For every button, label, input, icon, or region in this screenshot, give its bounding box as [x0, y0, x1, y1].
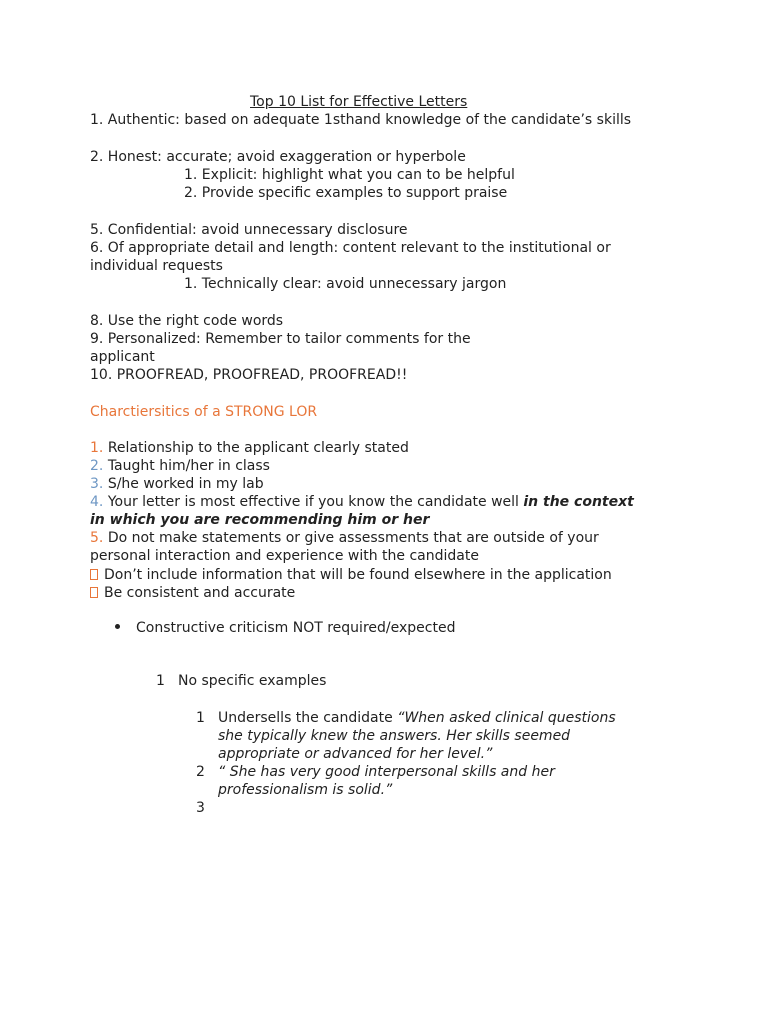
list-item-6-sub-1: 1. Technically clear: avoid unnecessary jargon [184, 276, 507, 292]
strong-item-4-text: Your letter is most effective if you know the candidate well [107, 494, 519, 510]
list-item-1: 1. Authentic: based on adequate 1sthand knowledge of the candidate’s skills [90, 112, 632, 128]
strong-item-4-line-1 [90, 493, 634, 511]
list-item-6-line-2: individual requests [90, 258, 223, 274]
strong-item-5-line-1 [90, 529, 599, 547]
strong-item-5-line-2: personal interaction and experience with the candidate [90, 548, 479, 564]
list-item-9-line-1: 9. Personalized: Remember to tailor comments for the [90, 331, 471, 347]
list-item-2: 2. Honest: accurate; avoid exaggeration or hyperbole [90, 149, 466, 165]
weak-sub-item-3-number: 3 [196, 800, 205, 816]
weak-sub-item-1-number: 1 [196, 710, 205, 726]
strong-item-5-text: Do not make statements or give assessments that are outside of your [107, 530, 599, 546]
strong-lor-heading: Charctiersitics of a STRONG LOR [90, 404, 318, 420]
strong-item-2-text: Taught him/her in class [107, 458, 270, 474]
strong-item-3-text: S/he worked in my lab [107, 476, 264, 492]
weak-item-1 [156, 672, 326, 690]
weak-sub-item-1-quote-2: she typically knew the answers. Her skills seemed [218, 728, 571, 744]
page-title: Top 10 List for Effective Letters [250, 94, 468, 110]
weak-sub-item-1-line-1 [196, 709, 616, 727]
check-item-2-text: Be consistent and accurate [104, 585, 296, 601]
bullet-item-text: Constructive criticism NOT required/expected [136, 620, 456, 636]
checkbox-icon [90, 569, 98, 580]
weak-sub-item-1-quote-3: appropriate or advanced for her level.” [218, 746, 493, 762]
strong-item-1-text: Relationship to the applicant clearly stated [107, 440, 409, 456]
list-item-2-sub-1: 1. Explicit: highlight what you can to be helpful [184, 167, 515, 183]
strong-item-5-number: 5. [90, 530, 104, 546]
weak-sub-item-2-quote-2: professionalism is solid.” [218, 782, 393, 798]
list-item-10: 10. PROOFREAD, PROOFREAD, PROOFREAD!! [90, 367, 408, 383]
check-item-1 [90, 566, 612, 584]
strong-item-4-emphasis-2: in which you are recommending him or her [90, 512, 430, 528]
bullet-item [115, 619, 455, 637]
weak-sub-item-1-quote-1: “When asked clinical questions [397, 710, 616, 726]
strong-item-2 [90, 457, 270, 475]
weak-sub-item-2-number: 2 [196, 764, 205, 780]
strong-item-1-number: 1. [90, 440, 104, 456]
list-item-8: 8. Use the right code words [90, 313, 284, 329]
strong-item-3 [90, 475, 264, 493]
list-item-2-sub-2: 2. Provide specific examples to support praise [184, 185, 508, 201]
weak-sub-item-3 [196, 799, 218, 817]
strong-item-1 [90, 439, 409, 457]
list-item-9-line-2: applicant [90, 349, 155, 365]
list-item-6-line-1: 6. Of appropriate detail and length: content relevant to the institutional or [90, 240, 611, 256]
weak-sub-item-1-text: Undersells the candidate [218, 710, 393, 726]
strong-item-2-number: 2. [90, 458, 104, 474]
strong-item-3-number: 3. [90, 476, 104, 492]
bullet-icon [115, 624, 120, 629]
check-item-2 [90, 584, 295, 602]
strong-item-4-emphasis-1: in the context [523, 494, 634, 510]
list-item-5: 5. Confidential: avoid unnecessary disclosure [90, 222, 408, 238]
weak-sub-item-2-line-1 [196, 763, 555, 781]
weak-sub-item-2-quote-1: “ She has very good interpersonal skills and her [218, 764, 555, 780]
checkbox-icon [90, 587, 98, 598]
strong-item-4-number: 4. [90, 494, 104, 510]
weak-item-1-number: 1 [156, 673, 165, 689]
weak-item-1-text: No specific examples [178, 673, 327, 689]
check-item-1-text: Don’t include information that will be found elsewhere in the application [104, 567, 612, 583]
